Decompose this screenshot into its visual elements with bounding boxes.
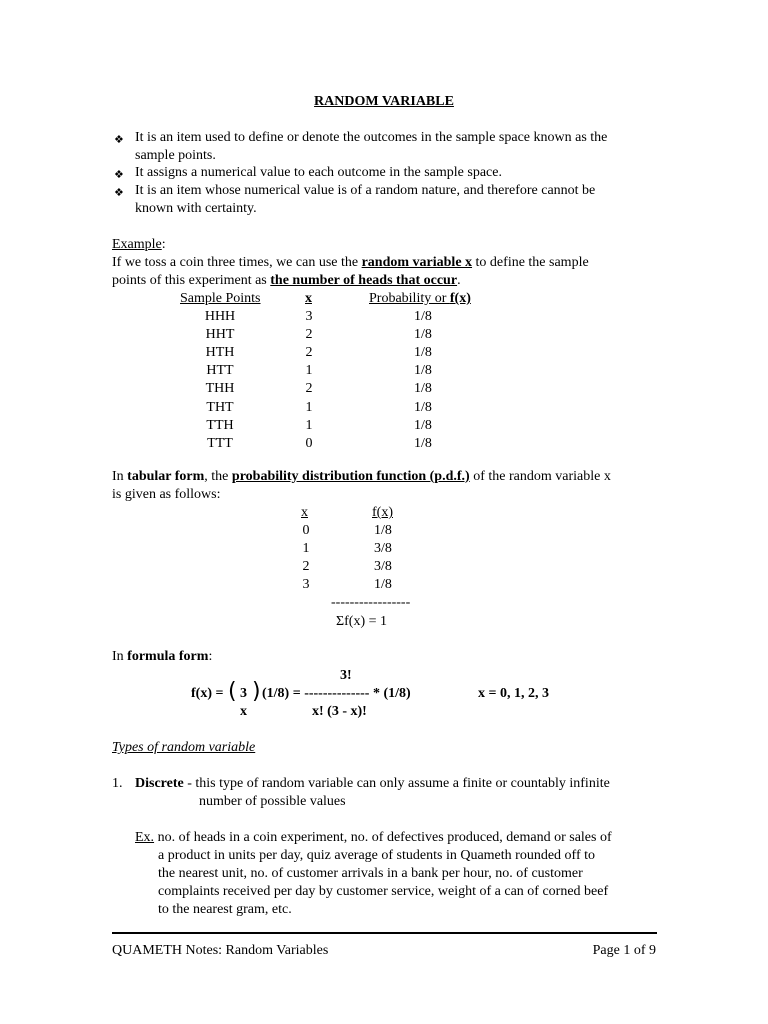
pdf-fx-cell: 3/8 — [374, 559, 392, 574]
binomial-top: 3 — [240, 686, 247, 701]
header-probability: Probability or f(x) — [369, 291, 471, 306]
binomial-right-paren: ) — [252, 679, 261, 704]
example-paragraph-line-1: If we toss a coin three times, we can use the random variable x to define the sample — [112, 255, 589, 270]
sample-point-cell: HTH — [205, 345, 235, 360]
probability-cell: 1/8 — [414, 363, 432, 378]
formula-domain: x = 0, 1, 2, 3 — [478, 686, 549, 701]
header-x: x — [305, 291, 312, 306]
pdf-x-cell: 3 — [302, 577, 310, 592]
header-sample-points: Sample Points — [180, 291, 261, 306]
probability-cell: 1/8 — [414, 381, 432, 396]
pdf-fx-cell: 1/8 — [374, 523, 392, 538]
x-value-cell: 2 — [305, 381, 313, 396]
bullet-item-2: It assigns a numerical value to each outcome in the sample space. — [135, 165, 502, 180]
example-paragraph-line-2: points of this experiment as the number of heads that occur. — [112, 273, 461, 288]
pdf-header-x: x — [301, 505, 308, 520]
diamond-bullet-icon: ❖ — [114, 186, 124, 199]
sample-point-cell: THH — [205, 381, 235, 396]
probability-cell: 1/8 — [414, 345, 432, 360]
sample-point-cell: TTT — [207, 436, 233, 451]
page-title: RANDOM VARIABLE — [314, 94, 454, 109]
tabular-paragraph-line-2: is given as follows: — [112, 487, 221, 502]
ex-line-2: a product in units per day, quiz average of students in Quameth rounded off to — [158, 848, 595, 863]
footer-rule — [112, 932, 657, 934]
probability-cell: 1/8 — [414, 400, 432, 415]
x-value-cell: 1 — [305, 418, 313, 433]
ex-line-4: complaints received per day by customer service, weight of a can of corned beef — [158, 884, 609, 899]
x-value-cell: 3 — [305, 309, 313, 324]
sample-point-cell: HHH — [204, 309, 236, 324]
ex-line-3: the nearest unit, no. of customer arrivals in a bank per hour, no. of customer — [158, 866, 583, 881]
x-value-cell: 2 — [305, 327, 313, 342]
example-heading: Example: — [112, 237, 166, 252]
formula-fraction: (1/8) = -------------- * (1/8) — [262, 686, 411, 701]
sample-point-cell: HHT — [205, 327, 235, 342]
types-heading: Types of random variable — [112, 740, 256, 755]
ex-line-1: Ex. no. of heads in a coin experiment, no. of defectives produced, demand or sales of — [135, 830, 612, 845]
discrete-number: 1. — [112, 776, 123, 791]
footer-title: QUAMETH Notes: Random Variables — [112, 943, 329, 958]
discrete-line-2: number of possible values — [199, 794, 346, 809]
pdf-x-cell: 1 — [302, 541, 310, 556]
formula-fx-equals: f(x) = — [191, 686, 224, 701]
diamond-bullet-icon: ❖ — [114, 133, 124, 146]
tabular-paragraph-line-1: In tabular form, the probability distribution function (p.d.f.) of the random variable x — [112, 469, 611, 484]
formula-heading: In formula form: — [112, 649, 213, 664]
binomial-left-paren: ( — [228, 679, 237, 704]
pdf-fx-cell: 3/8 — [374, 541, 392, 556]
sum-equation: Σf(x) = 1 — [336, 614, 388, 629]
footer-page-number: Page 1 of 9 — [592, 943, 656, 958]
diamond-bullet-icon: ❖ — [114, 168, 124, 181]
bullet-item-1-line-2: sample points. — [135, 148, 216, 163]
probability-cell: 1/8 — [414, 309, 432, 324]
bullet-item-3-line-1: It is an item whose numerical value is of a random nature, and therefore cannot be — [135, 183, 596, 198]
x-value-cell: 1 — [305, 400, 313, 415]
x-value-cell: 1 — [305, 363, 313, 378]
x-value-cell: 2 — [305, 345, 313, 360]
sample-point-cell: TTH — [206, 418, 234, 433]
pdf-header-fx: f(x) — [372, 505, 393, 520]
bullet-item-1-line-1: It is an item used to define or denote the outcomes in the sample space known as the — [135, 130, 608, 145]
probability-cell: 1/8 — [414, 418, 432, 433]
binomial-bottom: x — [240, 704, 247, 719]
pdf-x-cell: 2 — [302, 559, 310, 574]
sample-point-cell: HTT — [206, 363, 234, 378]
probability-cell: 1/8 — [414, 436, 432, 451]
discrete-line-1: Discrete - this type of random variable can only assume a finite or countably infinite — [135, 776, 610, 791]
ex-line-5: to the nearest gram, etc. — [158, 902, 292, 917]
pdf-x-cell: 0 — [302, 523, 310, 538]
x-value-cell: 0 — [305, 436, 313, 451]
formula-numerator: 3! — [340, 668, 352, 683]
bullet-item-3-line-2: known with certainty. — [135, 201, 257, 216]
formula-denominator: x! (3 - x)! — [312, 704, 367, 719]
pdf-fx-cell: 1/8 — [374, 577, 392, 592]
sample-point-cell: THT — [206, 400, 234, 415]
probability-cell: 1/8 — [414, 327, 432, 342]
sum-divider: ----------------- — [331, 595, 411, 610]
